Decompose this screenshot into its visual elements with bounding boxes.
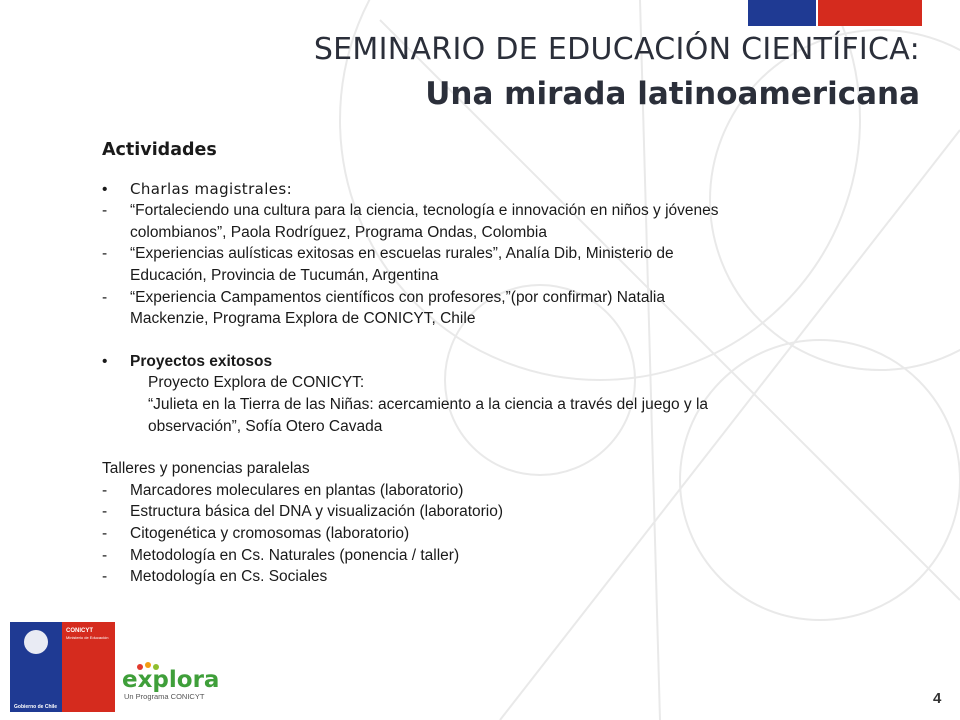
project-line: “Julieta en la Tierra de las Niñas: acercamiento a la ciencia a través del juego y la [148,395,709,413]
bullet-dot-icon: • [102,352,108,370]
workshop-text: Metodología en Cs. Sociales [130,568,328,586]
dash-marker: - [102,524,108,542]
dash-marker: - [102,245,108,263]
projects-bullet [102,351,842,373]
page-number: 4 [933,690,942,707]
workshop-text: Estructura básica del DNA y visualización (laboratorio) [130,503,504,521]
keynote-line: colombianos”, Paola Rodríguez, Programa Ondas, Colombia [130,223,547,241]
ministry-sub: Ministerio de Educación [66,635,109,640]
keynote-line: “Experiencias aulísticas exitosas en escuelas rurales”, Analía Dib, Ministerio de [130,245,674,263]
coat-of-arms-icon [24,630,48,654]
dash-marker: - [102,202,108,220]
workshop-item [102,480,842,502]
keynotes-label: Charlas magistrales: [130,179,293,198]
keynotes-bullet [102,179,842,201]
flag-red-bar [818,0,922,26]
keynote-line: Educación, Provincia de Tucumán, Argentina [130,266,439,284]
ministry-name: CONICYT [66,628,93,634]
workshops-label: Talleres y ponencias paralelas [102,460,310,478]
government-name: Gobierno de Chile [14,704,58,710]
dash-marker: - [102,288,108,306]
keynote-line: “Fortaleciendo una cultura para la ciencia, tecnología e innovación en niños y jóvenes [130,202,719,220]
workshop-text: Marcadores moleculares en plantas (laboratorio) [130,481,464,499]
slide-subtitle: Una mirada latinoamericana [425,76,920,112]
explora-logo [120,655,230,710]
keynote-item [102,243,842,286]
dash-marker: - [102,503,108,521]
slide-body [102,140,842,588]
keynote-item [102,287,842,330]
dash-marker: - [102,568,108,586]
workshop-item [102,545,842,567]
slide-title: SEMINARIO DE EDUCACIÓN CIENTÍFICA: [313,32,920,67]
project-line: observación”, Sofía Otero Cavada [148,417,383,435]
workshop-item [102,501,842,523]
program-name: explora [122,667,220,693]
workshop-text: Citogenética y cromosomas (laboratorio) [130,524,410,542]
bullet-dot-icon: • [102,180,108,198]
flag-blue-bar [748,0,816,26]
keynote-line: “Experiencia Campamentos científicos con profesores,”(por confirmar) Natalia [130,288,665,306]
keynote-item [102,200,842,243]
keynote-line: Mackenzie, Programa Explora de CONICYT, Chile [130,310,476,328]
workshop-item [102,523,842,545]
dash-marker: - [102,546,108,564]
government-logo [10,622,115,712]
projects-label: Proyectos exitosos [130,352,273,370]
section-heading: Actividades [102,140,217,160]
workshop-item [102,566,842,588]
project-line: Proyecto Explora de CONICYT: [148,374,365,392]
workshop-text: Metodología en Cs. Naturales (ponencia / taller) [130,546,460,564]
dash-marker: - [102,481,108,499]
program-tagline: Un Programa CONICYT [124,692,205,701]
